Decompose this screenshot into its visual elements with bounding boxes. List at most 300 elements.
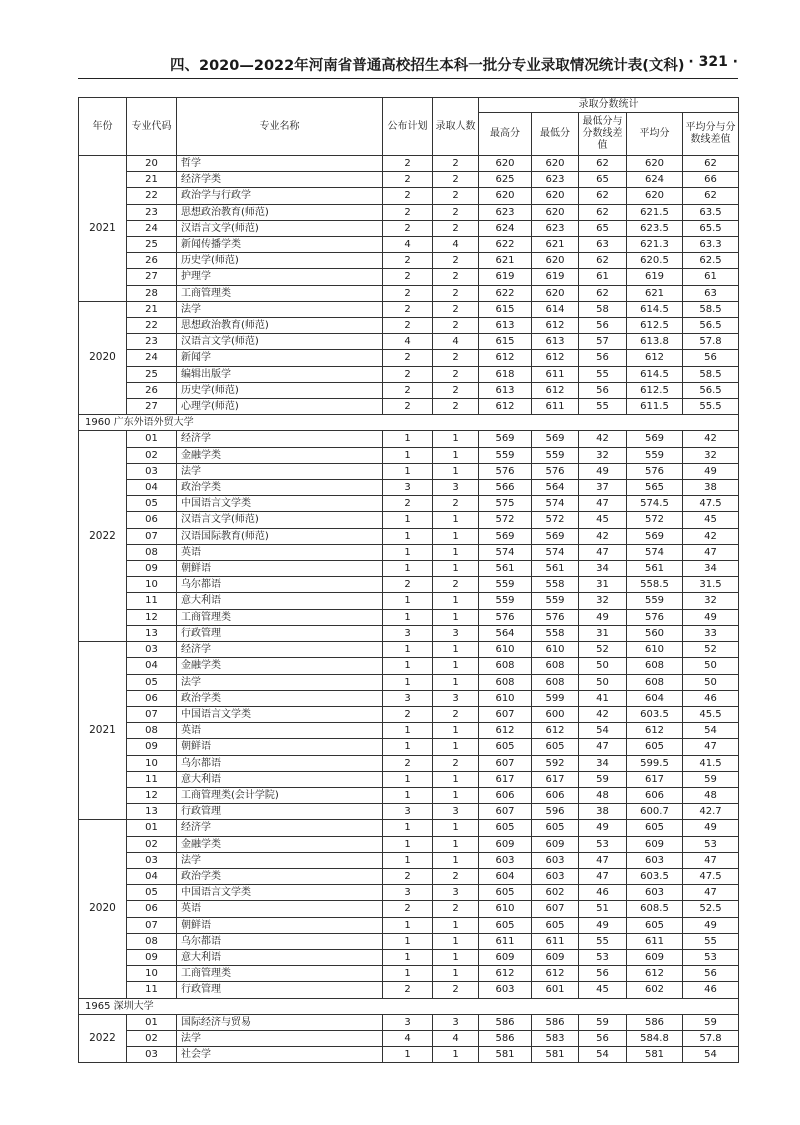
min-cell: 599 bbox=[532, 690, 579, 706]
avg-cell: 576 bbox=[627, 463, 683, 479]
max-cell: 621 bbox=[479, 253, 532, 269]
table-row bbox=[79, 269, 739, 285]
max-cell: 608 bbox=[479, 658, 532, 674]
avg-diff-cell: 31.5 bbox=[683, 577, 739, 593]
code-cell: 04 bbox=[127, 480, 177, 496]
table-row bbox=[79, 658, 739, 674]
avg-cell: 614.5 bbox=[627, 366, 683, 382]
plan-cell: 2 bbox=[383, 982, 433, 998]
avg-diff-cell: 52.5 bbox=[683, 901, 739, 917]
avg-diff-cell: 63.3 bbox=[683, 237, 739, 253]
max-cell: 569 bbox=[479, 431, 532, 447]
min-cell: 612 bbox=[532, 966, 579, 982]
min-cell: 581 bbox=[532, 1047, 579, 1063]
admitted-cell: 2 bbox=[433, 982, 479, 998]
admitted-cell: 3 bbox=[433, 804, 479, 820]
avg-cell: 611 bbox=[627, 933, 683, 949]
col-max: 最高分 bbox=[479, 113, 532, 156]
plan-cell: 2 bbox=[383, 188, 433, 204]
admitted-cell: 2 bbox=[433, 706, 479, 722]
admitted-cell: 1 bbox=[433, 723, 479, 739]
min-diff-cell: 50 bbox=[579, 674, 627, 690]
avg-cell: 606 bbox=[627, 787, 683, 803]
min-diff-cell: 65 bbox=[579, 172, 627, 188]
plan-cell: 1 bbox=[383, 771, 433, 787]
min-diff-cell: 62 bbox=[579, 188, 627, 204]
code-cell: 12 bbox=[127, 787, 177, 803]
code-cell: 11 bbox=[127, 982, 177, 998]
name-cell: 意大利语 bbox=[177, 771, 383, 787]
plan-cell: 1 bbox=[383, 739, 433, 755]
avg-diff-cell: 32 bbox=[683, 447, 739, 463]
max-cell: 581 bbox=[479, 1047, 532, 1063]
plan-cell: 3 bbox=[383, 885, 433, 901]
table-row bbox=[79, 447, 739, 463]
max-cell: 572 bbox=[479, 512, 532, 528]
admitted-cell: 2 bbox=[433, 269, 479, 285]
min-cell: 603 bbox=[532, 868, 579, 884]
name-cell: 汉语国际教育(师范) bbox=[177, 528, 383, 544]
avg-cell: 603.5 bbox=[627, 706, 683, 722]
avg-cell: 599.5 bbox=[627, 755, 683, 771]
plan-cell: 3 bbox=[383, 1014, 433, 1030]
min-cell: 621 bbox=[532, 237, 579, 253]
avg-diff-cell: 50 bbox=[683, 674, 739, 690]
code-cell: 28 bbox=[127, 285, 177, 301]
min-diff-cell: 46 bbox=[579, 885, 627, 901]
plan-cell: 1 bbox=[383, 431, 433, 447]
name-cell: 朝鲜语 bbox=[177, 917, 383, 933]
min-cell: 611 bbox=[532, 399, 579, 415]
table-row bbox=[79, 496, 739, 512]
admitted-cell: 2 bbox=[433, 382, 479, 398]
code-cell: 21 bbox=[127, 301, 177, 317]
code-cell: 06 bbox=[127, 512, 177, 528]
avg-cell: 559 bbox=[627, 447, 683, 463]
admitted-cell: 2 bbox=[433, 188, 479, 204]
table-row bbox=[79, 399, 739, 415]
max-cell: 609 bbox=[479, 836, 532, 852]
min-cell: 583 bbox=[532, 1030, 579, 1046]
name-cell: 中国语言文学类 bbox=[177, 885, 383, 901]
max-cell: 617 bbox=[479, 771, 532, 787]
avg-cell: 620 bbox=[627, 156, 683, 172]
min-diff-cell: 32 bbox=[579, 447, 627, 463]
max-cell: 606 bbox=[479, 787, 532, 803]
avg-cell: 610 bbox=[627, 642, 683, 658]
avg-cell: 612.5 bbox=[627, 318, 683, 334]
plan-cell: 1 bbox=[383, 674, 433, 690]
min-diff-cell: 49 bbox=[579, 917, 627, 933]
avg-diff-cell: 33 bbox=[683, 625, 739, 641]
admitted-cell: 1 bbox=[433, 933, 479, 949]
code-cell: 10 bbox=[127, 755, 177, 771]
name-cell: 意大利语 bbox=[177, 949, 383, 965]
min-cell: 620 bbox=[532, 188, 579, 204]
min-cell: 586 bbox=[532, 1014, 579, 1030]
avg-diff-cell: 48 bbox=[683, 787, 739, 803]
col-name: 专业名称 bbox=[177, 98, 383, 156]
code-cell: 02 bbox=[127, 1030, 177, 1046]
min-cell: 610 bbox=[532, 642, 579, 658]
plan-cell: 4 bbox=[383, 1030, 433, 1046]
plan-cell: 1 bbox=[383, 723, 433, 739]
min-diff-cell: 59 bbox=[579, 1014, 627, 1030]
min-cell: 608 bbox=[532, 658, 579, 674]
admitted-cell: 1 bbox=[433, 820, 479, 836]
max-cell: 576 bbox=[479, 609, 532, 625]
plan-cell: 3 bbox=[383, 625, 433, 641]
plan-cell: 1 bbox=[383, 528, 433, 544]
max-cell: 610 bbox=[479, 901, 532, 917]
max-cell: 576 bbox=[479, 463, 532, 479]
table-row bbox=[79, 804, 739, 820]
avg-cell: 603 bbox=[627, 852, 683, 868]
name-cell: 汉语言文学(师范) bbox=[177, 220, 383, 236]
avg-cell: 560 bbox=[627, 625, 683, 641]
min-cell: 620 bbox=[532, 204, 579, 220]
admitted-cell: 2 bbox=[433, 253, 479, 269]
min-cell: 613 bbox=[532, 334, 579, 350]
name-cell: 金融学类 bbox=[177, 447, 383, 463]
plan-cell: 2 bbox=[383, 350, 433, 366]
code-cell: 22 bbox=[127, 318, 177, 334]
min-diff-cell: 49 bbox=[579, 609, 627, 625]
min-cell: 564 bbox=[532, 480, 579, 496]
avg-cell: 609 bbox=[627, 949, 683, 965]
min-diff-cell: 59 bbox=[579, 771, 627, 787]
min-diff-cell: 31 bbox=[579, 625, 627, 641]
min-cell: 603 bbox=[532, 852, 579, 868]
avg-diff-cell: 42.7 bbox=[683, 804, 739, 820]
admitted-cell: 3 bbox=[433, 885, 479, 901]
col-plan: 公布计划 bbox=[383, 98, 433, 156]
admitted-cell: 3 bbox=[433, 480, 479, 496]
code-cell: 08 bbox=[127, 544, 177, 560]
max-cell: 611 bbox=[479, 933, 532, 949]
code-cell: 11 bbox=[127, 771, 177, 787]
avg-diff-cell: 58.5 bbox=[683, 366, 739, 382]
table-row bbox=[79, 917, 739, 933]
min-diff-cell: 50 bbox=[579, 658, 627, 674]
code-cell: 03 bbox=[127, 1047, 177, 1063]
max-cell: 559 bbox=[479, 447, 532, 463]
table-row bbox=[79, 625, 739, 641]
table-row bbox=[79, 512, 739, 528]
avg-diff-cell: 47.5 bbox=[683, 496, 739, 512]
avg-diff-cell: 47 bbox=[683, 544, 739, 560]
page-number: · 321 · bbox=[688, 54, 738, 70]
avg-cell: 612.5 bbox=[627, 382, 683, 398]
avg-cell: 605 bbox=[627, 739, 683, 755]
max-cell: 622 bbox=[479, 285, 532, 301]
plan-cell: 2 bbox=[383, 301, 433, 317]
min-cell: 600 bbox=[532, 706, 579, 722]
min-cell: 559 bbox=[532, 593, 579, 609]
min-diff-cell: 42 bbox=[579, 706, 627, 722]
plan-cell: 1 bbox=[383, 949, 433, 965]
plan-cell: 1 bbox=[383, 544, 433, 560]
plan-cell: 1 bbox=[383, 658, 433, 674]
table-row bbox=[79, 885, 739, 901]
admitted-cell: 1 bbox=[433, 1047, 479, 1063]
name-cell: 国际经济与贸易 bbox=[177, 1014, 383, 1030]
max-cell: 575 bbox=[479, 496, 532, 512]
min-cell: 617 bbox=[532, 771, 579, 787]
plan-cell: 1 bbox=[383, 966, 433, 982]
code-cell: 01 bbox=[127, 1014, 177, 1030]
code-cell: 03 bbox=[127, 852, 177, 868]
table-row bbox=[79, 901, 739, 917]
min-cell: 569 bbox=[532, 528, 579, 544]
name-cell: 经济学 bbox=[177, 820, 383, 836]
avg-diff-cell: 42 bbox=[683, 431, 739, 447]
name-cell: 工商管理类(会计学院) bbox=[177, 787, 383, 803]
avg-diff-cell: 45 bbox=[683, 512, 739, 528]
table-row bbox=[79, 836, 739, 852]
plan-cell: 1 bbox=[383, 463, 433, 479]
code-cell: 07 bbox=[127, 706, 177, 722]
min-cell: 605 bbox=[532, 820, 579, 836]
code-cell: 08 bbox=[127, 933, 177, 949]
max-cell: 625 bbox=[479, 172, 532, 188]
code-cell: 05 bbox=[127, 885, 177, 901]
avg-cell: 600.7 bbox=[627, 804, 683, 820]
avg-diff-cell: 54 bbox=[683, 1047, 739, 1063]
year-cell: 2022 bbox=[79, 1014, 127, 1063]
min-diff-cell: 45 bbox=[579, 982, 627, 998]
admitted-cell: 2 bbox=[433, 220, 479, 236]
table-header bbox=[79, 98, 739, 156]
name-cell: 经济学 bbox=[177, 642, 383, 658]
min-diff-cell: 51 bbox=[579, 901, 627, 917]
admitted-cell: 1 bbox=[433, 917, 479, 933]
admitted-cell: 1 bbox=[433, 658, 479, 674]
min-cell: 612 bbox=[532, 318, 579, 334]
avg-cell: 612 bbox=[627, 723, 683, 739]
code-cell: 06 bbox=[127, 901, 177, 917]
avg-diff-cell: 59 bbox=[683, 1014, 739, 1030]
min-cell: 601 bbox=[532, 982, 579, 998]
admitted-cell: 1 bbox=[433, 593, 479, 609]
admitted-cell: 2 bbox=[433, 577, 479, 593]
min-diff-cell: 57 bbox=[579, 334, 627, 350]
admitted-cell: 3 bbox=[433, 625, 479, 641]
table-row bbox=[79, 933, 739, 949]
table-row bbox=[79, 172, 739, 188]
avg-diff-cell: 34 bbox=[683, 561, 739, 577]
table-row bbox=[79, 787, 739, 803]
code-cell: 03 bbox=[127, 463, 177, 479]
admitted-cell: 1 bbox=[433, 544, 479, 560]
admitted-cell: 1 bbox=[433, 674, 479, 690]
min-cell: 623 bbox=[532, 220, 579, 236]
code-cell: 03 bbox=[127, 642, 177, 658]
min-diff-cell: 47 bbox=[579, 852, 627, 868]
name-cell: 思想政治教育(师范) bbox=[177, 318, 383, 334]
table-row bbox=[79, 220, 739, 236]
min-diff-cell: 61 bbox=[579, 269, 627, 285]
plan-cell: 1 bbox=[383, 836, 433, 852]
page-header bbox=[78, 50, 738, 76]
name-cell: 工商管理类 bbox=[177, 966, 383, 982]
min-diff-cell: 38 bbox=[579, 804, 627, 820]
table-row bbox=[79, 755, 739, 771]
min-diff-cell: 56 bbox=[579, 318, 627, 334]
admitted-cell: 2 bbox=[433, 496, 479, 512]
table-row bbox=[79, 609, 739, 625]
min-diff-cell: 49 bbox=[579, 820, 627, 836]
code-cell: 26 bbox=[127, 382, 177, 398]
plan-cell: 3 bbox=[383, 690, 433, 706]
university-row bbox=[79, 998, 739, 1014]
admitted-cell: 1 bbox=[433, 771, 479, 787]
avg-diff-cell: 46 bbox=[683, 690, 739, 706]
name-cell: 法学 bbox=[177, 463, 383, 479]
avg-cell: 613.8 bbox=[627, 334, 683, 350]
table-body bbox=[79, 156, 739, 1063]
name-cell: 朝鲜语 bbox=[177, 739, 383, 755]
col-min: 最低分 bbox=[532, 113, 579, 156]
avg-diff-cell: 47 bbox=[683, 739, 739, 755]
avg-diff-cell: 62 bbox=[683, 188, 739, 204]
min-cell: 619 bbox=[532, 269, 579, 285]
min-cell: 608 bbox=[532, 674, 579, 690]
min-cell: 569 bbox=[532, 431, 579, 447]
min-diff-cell: 49 bbox=[579, 463, 627, 479]
min-diff-cell: 54 bbox=[579, 1047, 627, 1063]
name-cell: 政治学类 bbox=[177, 480, 383, 496]
avg-diff-cell: 53 bbox=[683, 836, 739, 852]
admitted-cell: 4 bbox=[433, 237, 479, 253]
avg-cell: 620 bbox=[627, 188, 683, 204]
avg-cell: 586 bbox=[627, 1014, 683, 1030]
col-score-group: 录取分数统计 bbox=[479, 98, 739, 113]
min-diff-cell: 42 bbox=[579, 431, 627, 447]
avg-diff-cell: 66 bbox=[683, 172, 739, 188]
avg-diff-cell: 49 bbox=[683, 609, 739, 625]
max-cell: 620 bbox=[479, 156, 532, 172]
min-cell: 611 bbox=[532, 933, 579, 949]
admitted-cell: 1 bbox=[433, 447, 479, 463]
table-row bbox=[79, 480, 739, 496]
avg-cell: 621.5 bbox=[627, 204, 683, 220]
name-cell: 经济学类 bbox=[177, 172, 383, 188]
min-cell: 558 bbox=[532, 577, 579, 593]
name-cell: 行政管理 bbox=[177, 625, 383, 641]
max-cell: 615 bbox=[479, 334, 532, 350]
code-cell: 06 bbox=[127, 690, 177, 706]
code-cell: 12 bbox=[127, 609, 177, 625]
max-cell: 612 bbox=[479, 350, 532, 366]
col-admitted: 录取人数 bbox=[433, 98, 479, 156]
admitted-cell: 1 bbox=[433, 528, 479, 544]
min-cell: 576 bbox=[532, 609, 579, 625]
name-cell: 工商管理类 bbox=[177, 609, 383, 625]
avg-cell: 608 bbox=[627, 658, 683, 674]
admitted-cell: 1 bbox=[433, 512, 479, 528]
min-cell: 612 bbox=[532, 350, 579, 366]
admitted-cell: 1 bbox=[433, 949, 479, 965]
table-row bbox=[79, 723, 739, 739]
min-diff-cell: 37 bbox=[579, 480, 627, 496]
plan-cell: 1 bbox=[383, 593, 433, 609]
table-row bbox=[79, 544, 739, 560]
code-cell: 26 bbox=[127, 253, 177, 269]
admission-stats-table bbox=[78, 97, 739, 1063]
avg-diff-cell: 46 bbox=[683, 982, 739, 998]
name-cell: 社会学 bbox=[177, 1047, 383, 1063]
name-cell: 汉语言文学(师范) bbox=[177, 334, 383, 350]
plan-cell: 2 bbox=[383, 755, 433, 771]
plan-cell: 2 bbox=[383, 366, 433, 382]
col-min-diff: 最低分与分数线差值 bbox=[579, 113, 627, 156]
avg-diff-cell: 54 bbox=[683, 723, 739, 739]
min-cell: 605 bbox=[532, 739, 579, 755]
avg-diff-cell: 55 bbox=[683, 933, 739, 949]
avg-diff-cell: 47 bbox=[683, 885, 739, 901]
min-diff-cell: 45 bbox=[579, 512, 627, 528]
admitted-cell: 3 bbox=[433, 1014, 479, 1030]
min-diff-cell: 58 bbox=[579, 301, 627, 317]
name-cell: 哲学 bbox=[177, 156, 383, 172]
table-row bbox=[79, 156, 739, 172]
min-cell: 609 bbox=[532, 949, 579, 965]
name-cell: 行政管理 bbox=[177, 804, 383, 820]
min-diff-cell: 42 bbox=[579, 528, 627, 544]
avg-diff-cell: 57.8 bbox=[683, 1030, 739, 1046]
avg-diff-cell: 32 bbox=[683, 593, 739, 609]
max-cell: 605 bbox=[479, 820, 532, 836]
max-cell: 615 bbox=[479, 301, 532, 317]
avg-cell: 608 bbox=[627, 674, 683, 690]
avg-diff-cell: 50 bbox=[683, 658, 739, 674]
admitted-cell: 2 bbox=[433, 901, 479, 917]
university-name: 1965 深圳大学 bbox=[79, 998, 739, 1014]
min-diff-cell: 53 bbox=[579, 949, 627, 965]
avg-diff-cell: 38 bbox=[683, 480, 739, 496]
code-cell: 13 bbox=[127, 625, 177, 641]
name-cell: 编辑出版学 bbox=[177, 366, 383, 382]
max-cell: 559 bbox=[479, 593, 532, 609]
code-cell: 02 bbox=[127, 447, 177, 463]
max-cell: 612 bbox=[479, 399, 532, 415]
min-diff-cell: 31 bbox=[579, 577, 627, 593]
name-cell: 护理学 bbox=[177, 269, 383, 285]
table-row bbox=[79, 188, 739, 204]
min-cell: 623 bbox=[532, 172, 579, 188]
plan-cell: 2 bbox=[383, 706, 433, 722]
table-row bbox=[79, 642, 739, 658]
avg-cell: 561 bbox=[627, 561, 683, 577]
avg-cell: 621 bbox=[627, 285, 683, 301]
table-row bbox=[79, 577, 739, 593]
min-diff-cell: 55 bbox=[579, 933, 627, 949]
max-cell: 603 bbox=[479, 852, 532, 868]
min-diff-cell: 56 bbox=[579, 350, 627, 366]
name-cell: 法学 bbox=[177, 1030, 383, 1046]
max-cell: 612 bbox=[479, 966, 532, 982]
avg-diff-cell: 53 bbox=[683, 949, 739, 965]
min-diff-cell: 56 bbox=[579, 1030, 627, 1046]
min-cell: 612 bbox=[532, 382, 579, 398]
name-cell: 英语 bbox=[177, 544, 383, 560]
plan-cell: 2 bbox=[383, 382, 433, 398]
code-cell: 07 bbox=[127, 917, 177, 933]
max-cell: 623 bbox=[479, 204, 532, 220]
avg-cell: 605 bbox=[627, 820, 683, 836]
max-cell: 559 bbox=[479, 577, 532, 593]
